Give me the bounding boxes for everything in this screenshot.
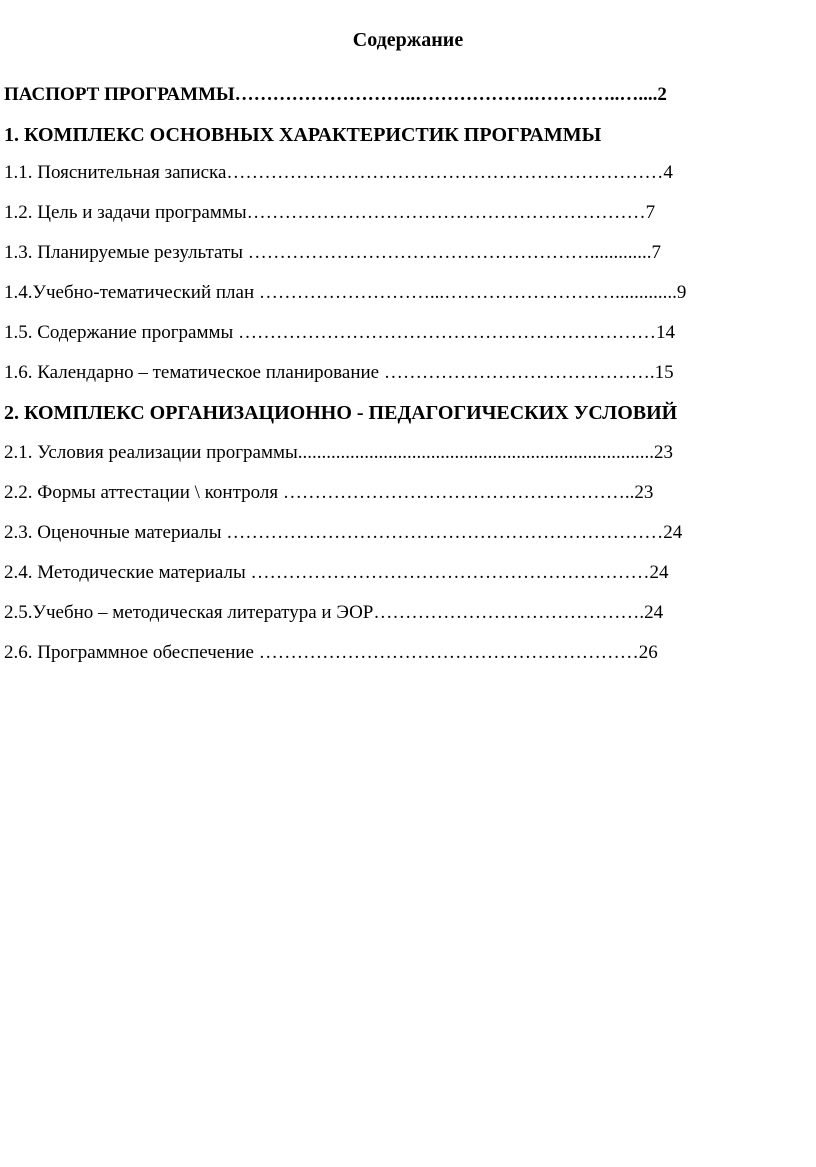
toc-entry-1-5: 1.5. Содержание программы …………………………………………………………14	[4, 322, 676, 343]
toc-section-1-heading: 1. КОМПЛЕКС ОСНОВНЫХ ХАРАКТЕРИСТИК ПРОГРАММЫ	[4, 124, 602, 146]
toc-entry-2-1: 2.1. Условия реализации программы...........................................................................23	[4, 442, 674, 463]
toc-entry-1-4: 1.4.Учебно-тематический план ………………………...……………………….............9	[4, 282, 687, 303]
toc-entry-1-1: 1.1. Пояснительная записка……………………………………………………………4	[4, 162, 673, 183]
toc-entry-1-2: 1.2. Цель и задачи программы………………………………………………………7	[4, 202, 656, 223]
toc-entry-2-5: 2.5.Учебно – методическая литература и ЭОР…………………………………….24	[4, 602, 664, 623]
toc-entry-2-4: 2.4. Методические материалы ………………………………………………………24	[4, 562, 669, 583]
toc-entry-2-3: 2.3. Оценочные материалы ……………………………………………………………24	[4, 522, 683, 543]
toc-section-2-heading: 2. КОМПЛЕКС ОРГАНИЗАЦИОННО - ПЕДАГОГИЧЕСКИХ УСЛОВИЙ	[4, 402, 678, 424]
toc-entry-2-6: 2.6. Программное обеспечение ……………………………………………………26	[4, 642, 658, 663]
toc-entry-1-6: 1.6. Календарно – тематическое планирование …………………………………….15	[4, 362, 674, 383]
toc-entry-passport: ПАСПОРТ ПРОГРАММЫ………………………..……………….…………..…....2	[4, 84, 667, 105]
toc-title: Содержание	[352, 29, 464, 51]
toc-entry-1-3: 1.3. Планируемые результаты ……………………………………………….............7	[4, 242, 662, 263]
toc-entry-2-2: 2.2. Формы аттестации \ контроля ………………………………………………..23	[4, 482, 654, 503]
